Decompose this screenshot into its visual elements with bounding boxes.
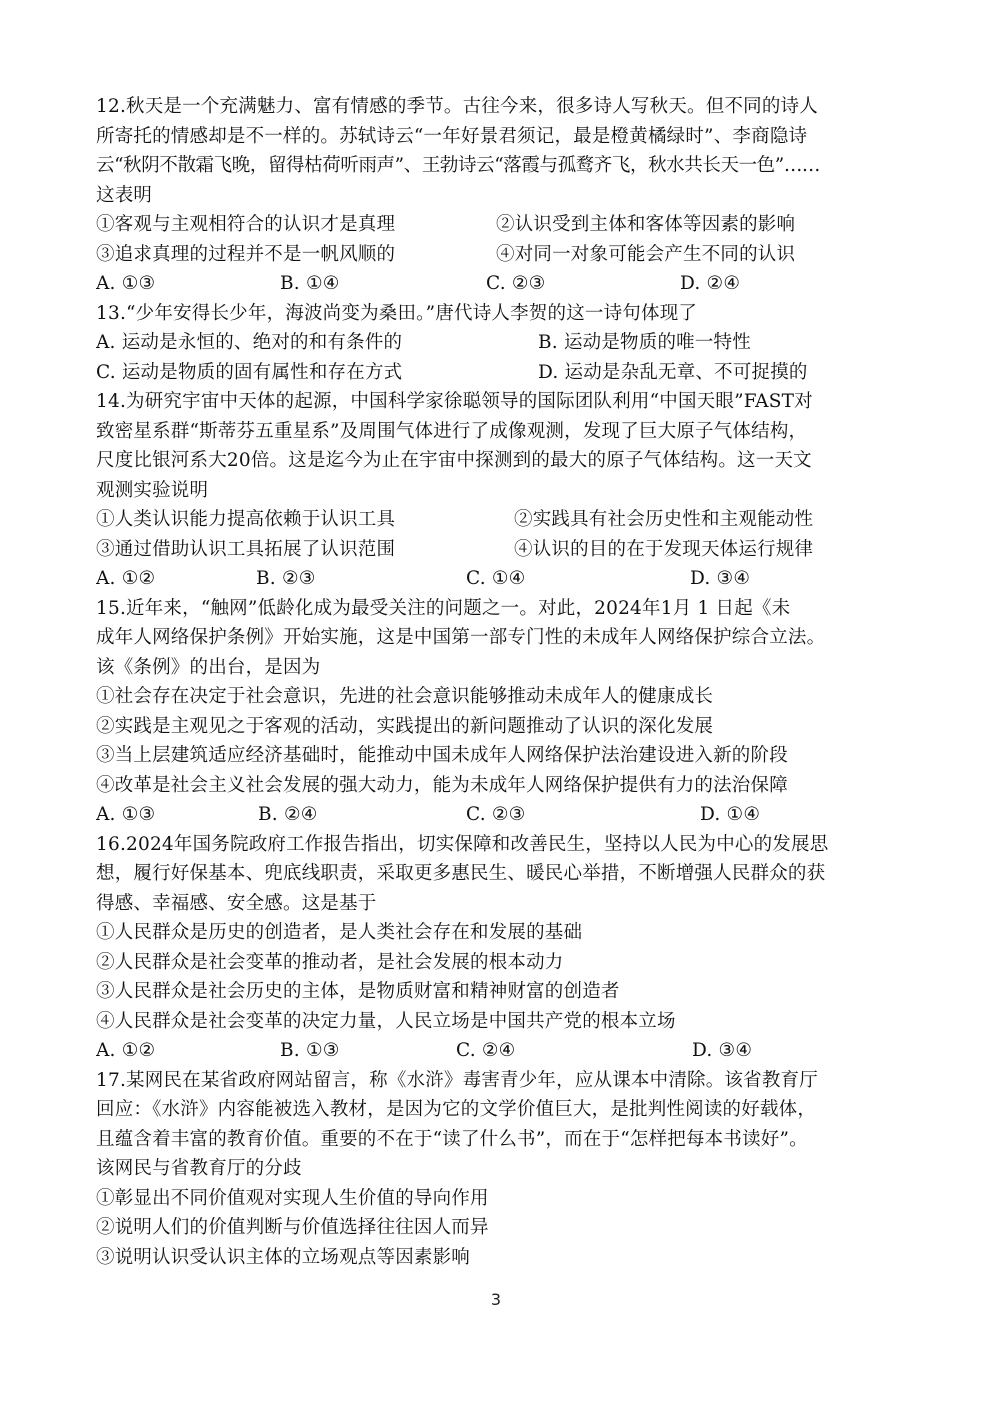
answer-option-b: B. ①③	[280, 1040, 340, 1061]
statement-item: ④对同一对象可能会产生不同的认识	[496, 243, 796, 265]
question-stem-line: 成年人网络保护条例》开始实施，这是中国第一部专门性的未成年人网络保护综合立法。	[96, 627, 826, 648]
answer-options	[96, 564, 908, 594]
question-stem-line: 想，履行好保基本、兜底线职责，采取更多惠民生、暖民心举措，不断增强人民群众的获	[96, 863, 826, 884]
answer-option-a: A. 运动是永恒的、绝对的和有条件的	[96, 332, 403, 353]
answer-option-c: C. ②③	[486, 273, 546, 294]
statement-item: ③人民群众是社会历史的主体，是物质财富和精神财富的创造者	[96, 981, 620, 1002]
question-stem-line: 13.“少年安得长少年，海波尚变为桑田。”唐代诗人李贺的这一诗句体现了	[96, 302, 698, 324]
statement-item: ③通过借助认识工具拓展了认识范围	[96, 538, 396, 560]
question-stem-line: 该《条例》的出台，是因为	[96, 656, 321, 678]
answer-option-a: A. ①③	[96, 273, 156, 294]
answer-option-d: D. ③④	[690, 568, 751, 589]
exam-page	[96, 92, 908, 1272]
answer-option-b: B. ②③	[256, 568, 316, 589]
statement-item: ③追求真理的过程并不是一帆风顺的	[96, 243, 396, 265]
answer-options	[96, 328, 908, 358]
question-stem-line: 这表明	[96, 184, 153, 206]
question-stem-line: 云“秋阴不散霜飞晚，留得枯荷听雨声”、王勃诗云“落霞与孤鹜齐飞，秋水共长天一色”……	[96, 155, 821, 176]
statement-item: ②认识受到主体和客体等因素的影响	[496, 214, 796, 235]
question-stem-line: 该网民与省教育厅的分歧	[96, 1158, 302, 1179]
question-stem-line: 观测实验说明	[96, 479, 209, 501]
question-stem-line: 14.为研究宇宙中天体的起源，中国科学家徐聪领导的国际团队利用“中国天眼”FAST对	[96, 391, 813, 412]
answer-option-b: B. 运动是物质的唯一特性	[538, 332, 751, 353]
answer-options	[96, 358, 908, 388]
question-16	[96, 830, 908, 1066]
question-stem-line: 所寄托的情感却是不一样的。苏轼诗云“一年好景君须记，最是橙黄橘绿时”、李商隐诗	[96, 125, 808, 147]
question-stem-line: 17.某网民在某省政府网站留言，称《水浒》毒害青少年，应从课本中清除。该省教育厅	[96, 1069, 818, 1091]
question-stem-line: 且蕴含着丰富的教育价值。重要的不在于“读了什么书”，而在于“怎样把每本书读好”。	[96, 1128, 808, 1150]
statement-row	[96, 210, 908, 240]
statement-item: ④认识的目的在于发现天体运行规律	[514, 538, 814, 560]
statement-item: ④改革是社会主义社会发展的强大动力，能为未成年人网络保护提供有力的法治保障	[96, 774, 788, 796]
question-12	[96, 92, 908, 299]
statement-item: ②说明人们的价值判断与价值选择往往因人而异	[96, 1217, 489, 1238]
answer-option-d: D. 运动是杂乱无章、不可捉摸的	[538, 361, 808, 383]
answer-option-d: D. ②④	[680, 273, 741, 294]
statement-item: ③当上层建筑适应经济基础时，能推动中国未成年人网络保护法治建设进入新的阶段	[96, 745, 788, 766]
answer-option-c: C. 运动是物质的固有属性和存在方式	[96, 361, 403, 383]
statement-item: ①社会存在决定于社会意识，先进的社会意识能够推动未成年人的健康成长	[96, 686, 714, 707]
answer-option-a: A. ①②	[96, 1040, 156, 1061]
question-13	[96, 299, 908, 388]
statement-row	[96, 240, 908, 270]
question-stem-line: 得感、幸福感、安全感。这是基于	[96, 892, 377, 914]
answer-option-d: D. ①④	[700, 804, 761, 825]
answer-option-c: C. ②④	[456, 1040, 516, 1061]
answer-options	[96, 1036, 908, 1066]
statement-item: ①人类认识能力提高依赖于认识工具	[96, 509, 396, 530]
question-14	[96, 387, 908, 594]
answer-option-c: C. ②③	[466, 804, 526, 825]
statement-item: ③说明认识受认识主体的立场观点等因素影响	[96, 1246, 471, 1268]
answer-options	[96, 800, 908, 830]
statement-item: ④人民群众是社会变革的决定力量，人民立场是中国共产党的根本立场	[96, 1010, 676, 1032]
answer-option-a: A. ①③	[96, 804, 156, 825]
question-stem-line: 致密星系群“斯蒂芬五重星系”及周围气体进行了成像观测，发现了巨大原子气体结构，	[96, 420, 808, 442]
question-stem-line: 16.2024年国务院政府工作报告指出，切实保障和改善民生，坚持以人民为中心的发展思	[96, 833, 829, 855]
question-stem-line: 12.秋天是一个充满魅力、富有情感的季节。古往今来，很多诗人写秋天。但不同的诗人	[96, 96, 818, 117]
statement-item: ②实践具有社会历史性和主观能动性	[514, 509, 814, 530]
question-stem-line: 回应：《水浒》内容能被选入教材，是因为它的文学价值巨大，是批判性阅读的好载体，	[96, 1099, 817, 1120]
statement-item: ②人民群众是社会变革的推动者，是社会发展的根本动力	[96, 951, 564, 973]
question-stem-line: 尺度比银河系大20倍。这是迄今为止在宇宙中探测到的最大的原子气体结构。这一天文	[96, 450, 812, 471]
statement-item: ①人民群众是历史的创造者，是人类社会存在和发展的基础	[96, 922, 583, 943]
statement-item: ①客观与主观相符合的认识才是真理	[96, 214, 396, 235]
statement-item: ②实践是主观见之于客观的活动，实践提出的新问题推动了认识的深化发展	[96, 715, 714, 737]
answer-option-d: D. ③④	[692, 1040, 753, 1061]
answer-option-b: B. ①④	[280, 273, 340, 294]
statement-row	[96, 535, 908, 565]
statement-row	[96, 505, 908, 535]
answer-options	[96, 269, 908, 299]
question-17	[96, 1066, 908, 1273]
statement-item: ①彰显出不同价值观对实现人生价值的导向作用	[96, 1187, 489, 1209]
answer-option-c: C. ①④	[466, 568, 526, 589]
page-number: 3	[490, 1290, 502, 1309]
question-15	[96, 594, 908, 830]
question-stem-line: 15.近年来，“触网”低龄化成为最受关注的问题之一。对此，2024年1月 1 日起《未	[96, 597, 791, 619]
answer-option-b: B. ②④	[258, 804, 318, 825]
answer-option-a: A. ①②	[96, 568, 156, 589]
